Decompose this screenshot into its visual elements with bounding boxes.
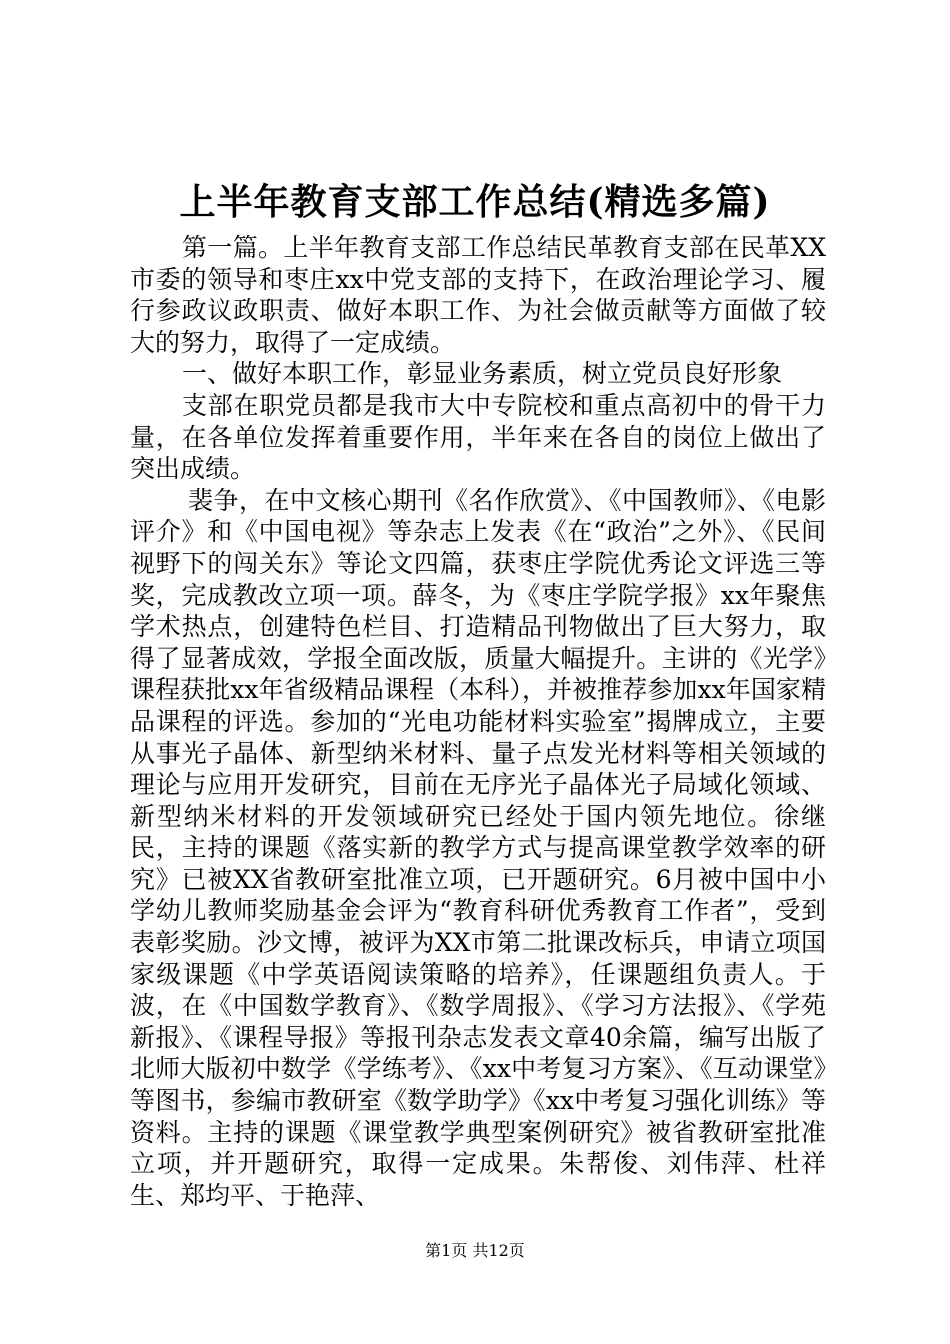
page-number: 第1页 共12页	[425, 1241, 525, 1260]
paragraph-intro: 第一篇。上半年教育支部工作总结民革教育支部在民革XX市委的领导和枣庄xx中党支部的支持下，在政治理论学习、履行参政议政职责、做好本职工作、为社会做贡献等方面做了较大的努力，取得了一定成绩。	[130, 233, 826, 357]
paragraph-achievements: 裴争，在中文核心期刊《名作欣赏》、《中国教师》、《电影评介》和《中国电视》等杂志上发表《在“政治”之外》、《民间视野下的闯关东》等论文四篇，获枣庄学院优秀论文评选三等奖，完成教改立项一项。薛冬，为《枣庄学院学报》xx年聚焦学术热点，创建特色栏目、打造精品刊物做出了巨大努力，取得了显著成效，学报全面改版，质量大幅提升。主讲的《光学》课程获批xx年省级精品课程（本科），并被推荐参加xx年国家精品课程的评选。参加的“光电功能材料实验室”揭牌成立，主要从事光子晶体、新型纳米材料、量子点发光材料等相关领域的理论与应用开发研究，目前在无序光子晶体光子局域化领域、新型纳米材料的开发领域研究已经处于国内领先地位。徐继民，主持的课题《落实新的教学方式与提高课堂教学效率的研究》已被XX省教研室批准立项，已开题研究。6月被中国中小学幼儿教师奖励基金会评为“教育科研优秀教育工作者”，受到表彰奖励。沙文博，被评为XX市第二批课改标兵，申请立项国家级课题《中学英语阅读策略的培养》，任课题组负责人。于波，在《中国数学教育》、《数学周报》、《学习方法报》、《学苑新报》、《课程导报》等报刊杂志发表文章40余篇，编写出版了北师大版初中数学《学练考》、《xx中考复习方案》、《互动课堂》等图书，参编市教研室《数学助学》《xx中考复习强化训练》等资料。主持的课题《课堂教学典型案例研究》被省教研室批准立项，并开题研究，取得一定成果。朱帮俊、刘伟萍、杜祥生、郑均平、于艳萍、	[130, 485, 826, 1210]
document-title: 上半年教育支部工作总结(精选多篇)	[179, 181, 771, 223]
paragraph-members: 支部在职党员都是我市大中专院校和重点高初中的骨干力量，在各单位发挥着重要作用，半年来在各自的岗位上做出了突出成绩。	[130, 390, 826, 484]
document-body	[130, 232, 826, 1211]
section-heading: 一、做好本职工作，彰显业务素质，树立党员良好形象	[182, 359, 783, 389]
